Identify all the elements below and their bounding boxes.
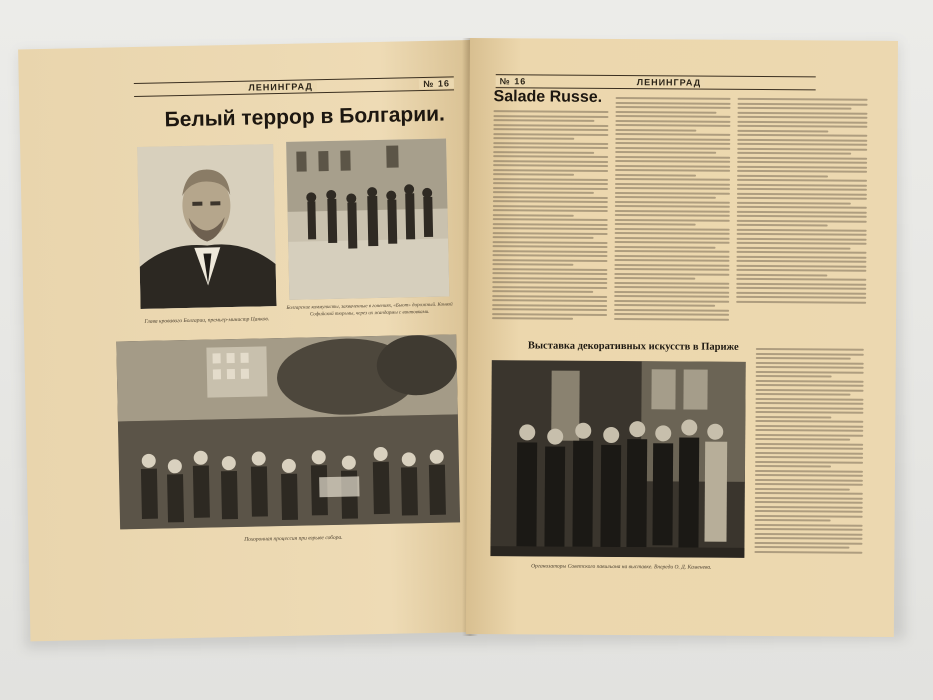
crowd-photo bbox=[116, 334, 460, 529]
street-photo bbox=[286, 139, 449, 300]
left-header-number: № 16 bbox=[419, 78, 454, 89]
group-photo bbox=[490, 360, 745, 558]
left-header-title: ЛЕНИНГРАД bbox=[244, 81, 317, 93]
text-column-2 bbox=[614, 97, 731, 323]
text-column-3 bbox=[736, 98, 867, 306]
exhibition-title: Выставка декоративных искусств в Париже bbox=[527, 340, 739, 353]
portrait-caption: Глава кровавого Болгарии, премьер-министр Цанков. bbox=[144, 316, 270, 325]
portrait-image bbox=[137, 144, 276, 309]
group-caption: Организаторы Советского павильона на выставке. Впереди О. Д. Каменева. bbox=[531, 563, 712, 571]
text-column-4 bbox=[754, 348, 863, 556]
street-caption: Болгарские коммунисты, захваченные в гонениях, «Бьют» дорожный. Конвой Софийской тюрьмы, через их жандармы с винтовками. bbox=[286, 302, 453, 317]
left-page-header bbox=[134, 76, 454, 97]
headline: Белый террор в Болгарии. bbox=[164, 102, 446, 132]
text-column-1 bbox=[492, 110, 608, 322]
article-title: Salade Russe. bbox=[493, 88, 603, 106]
crowd-image bbox=[116, 334, 460, 529]
right-header-title: ЛЕНИНГРАД bbox=[633, 77, 705, 88]
right-header-number: № 16 bbox=[496, 76, 531, 86]
street-image bbox=[286, 139, 449, 300]
right-page bbox=[466, 38, 898, 637]
group-image bbox=[490, 360, 745, 558]
portrait-photo bbox=[137, 144, 276, 309]
crowd-caption: Похоронная процессия при взрыве собора. bbox=[244, 534, 343, 543]
left-page bbox=[18, 40, 482, 641]
